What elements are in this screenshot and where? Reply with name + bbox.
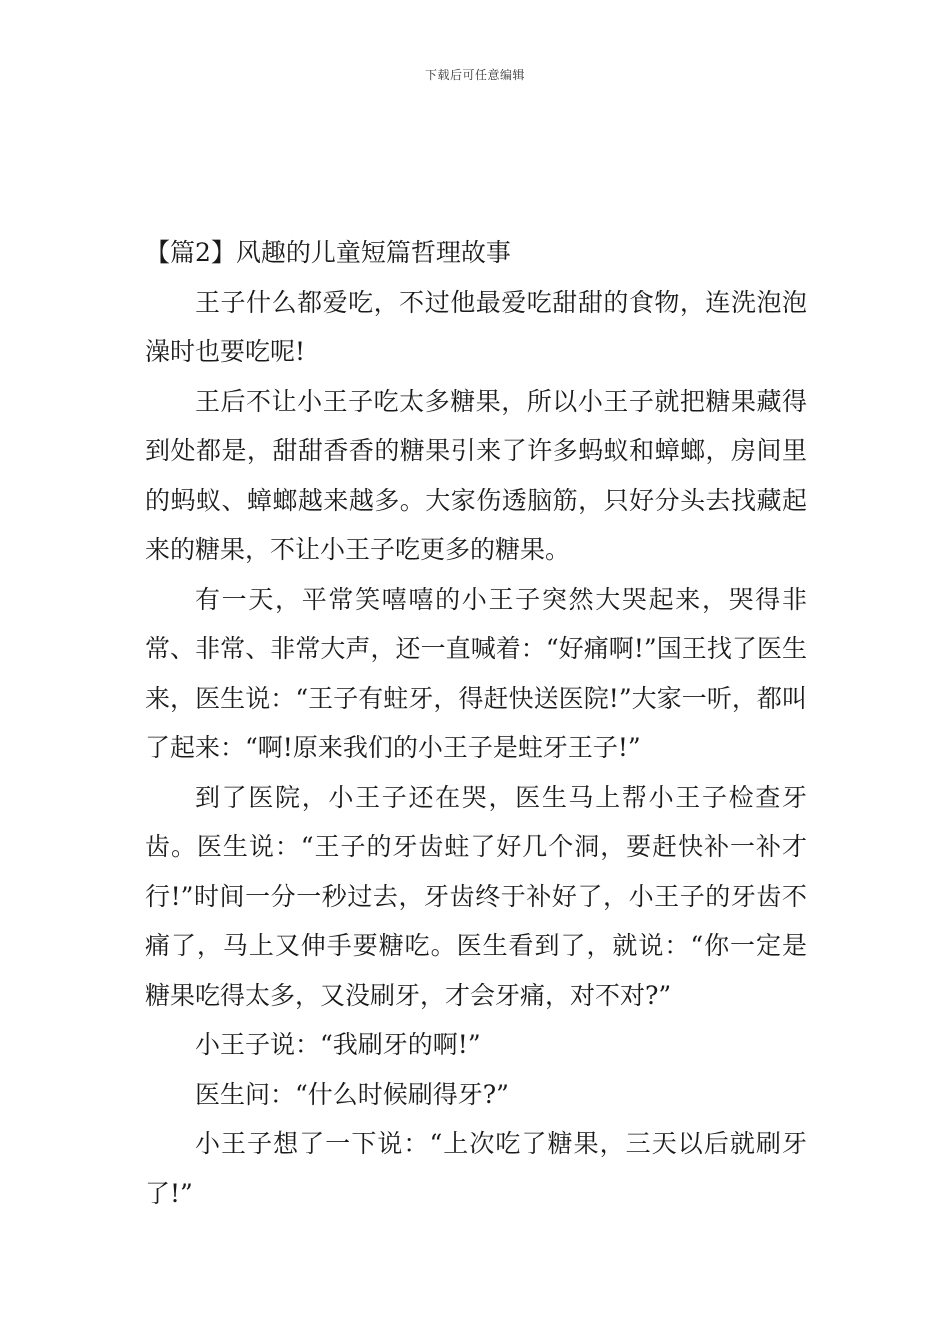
paragraph-4: 到了医院，小王子还在哭，医生马上帮小王子检查牙齿。医生说：“王子的牙齿蛀了好几个洞，要赶快补一补才行!”时间一分一秒过去，牙齿终于补好了，小王子的牙齿不痛了，马上又伸手要糖吃。医生看到了，就说：“你一定是糖果吃得太多，又没刷牙，才会牙痛，对不对?”: [145, 782, 807, 1010]
page-header-note: 下载后可任意编辑: [424, 68, 525, 82]
paragraph-5: 小王子说：“我刷牙的啊!”: [195, 1030, 481, 1059]
document-body: [145, 228, 807, 1218]
document-title: 【篇2】风趣的儿童短篇哲理故事: [145, 238, 511, 267]
paragraph-2: 王后不让小王子吃太多糖果，所以小王子就把糖果藏得到处都是，甜甜香香的糖果引来了许多蚂蚁和蟑螂，房间里的蚂蚁、蟑螂越来越多。大家伤透脑筋，只好分头去找藏起来的糖果，不让小王子吃更多的糖果。: [145, 386, 807, 564]
paragraph-7: 小王子想了一下说：“上次吃了糖果，三天以后就刷牙了!”: [145, 1129, 807, 1208]
paragraph-1: 王子什么都爱吃，不过他最爱吃甜甜的食物，连洗泡泡澡时也要吃呢!: [145, 287, 807, 366]
paragraph-3: 有一天，平常笑嘻嘻的小王子突然大哭起来，哭得非常、非常、非常大声，还一直喊着：“好痛啊!”国王找了医生来，医生说：“王子有蛀牙，得赶快送医院!”大家一听，都叫了起来：“啊!原来我们的小王子是蛀牙王子!”: [145, 584, 807, 762]
paragraph-6: 医生问：“什么时候刷得牙?”: [195, 1079, 509, 1109]
